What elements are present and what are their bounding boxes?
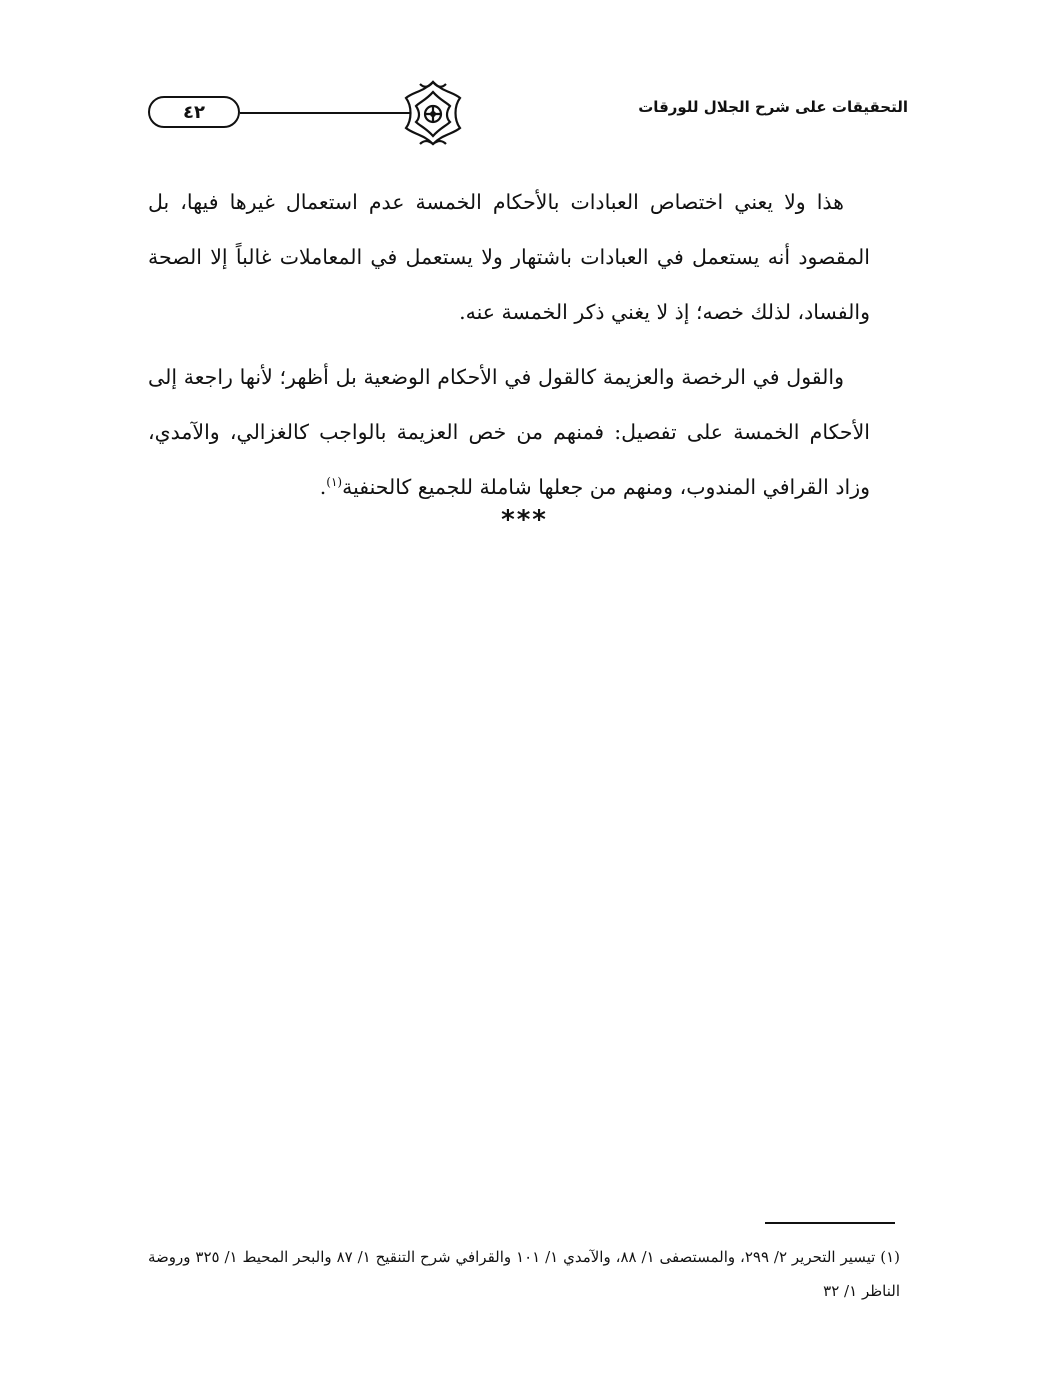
footnote-rule bbox=[765, 1222, 895, 1224]
footnote bbox=[148, 1240, 900, 1308]
page-header bbox=[148, 78, 908, 158]
arabesque-ornament-icon bbox=[398, 78, 468, 148]
footnote-text: (١) تيسير التحرير ٢/ ٢٩٩، والمستصفى ١/ ٨٨، والآمدي ١/ ١٠١ والقرافي شرح التنقيح ١/ ٨٧ والبحر المحيط ١/ ٣٢٥ وروضة الناظر ١/ ٣٢ bbox=[148, 1248, 900, 1300]
main-text bbox=[148, 175, 870, 515]
paragraph bbox=[148, 350, 870, 515]
page-number bbox=[148, 96, 240, 128]
footnote-reference[interactable]: (١) bbox=[326, 475, 343, 490]
paragraph bbox=[148, 175, 870, 340]
running-title: التحقيقات على شرح الجلال للورقات bbox=[638, 98, 908, 116]
paragraph-text: والقول في الرخصة والعزيمة كالقول في الأحكام الوضعية بل أظهر؛ لأنها راجعة إلى الأحكام الخمسة على تفصيل: فمنهم من خص العزيمة بالواجب كالغزالي، والآمدي، وزاد القرافي المندوب، ومنهم من جعلها شاملة للجميع كالحنفية bbox=[148, 365, 870, 499]
section-separator: *** bbox=[501, 505, 548, 535]
page-number-text: ٤٢ bbox=[183, 101, 205, 123]
closing-punctuation: . bbox=[319, 475, 327, 499]
paragraph-text: هذا ولا يعني اختصاص العبادات بالأحكام الخمسة عدم استعمال غيرها فيها، بل المقصود أنه يستعمل في العبادات باشتهار ولا يستعمل في المعاملات غالباً إلا الصحة والفساد، لذلك خصه؛ إذ لا يغني ذكر الخمسة عنه. bbox=[148, 190, 870, 324]
header-rule bbox=[240, 112, 410, 114]
